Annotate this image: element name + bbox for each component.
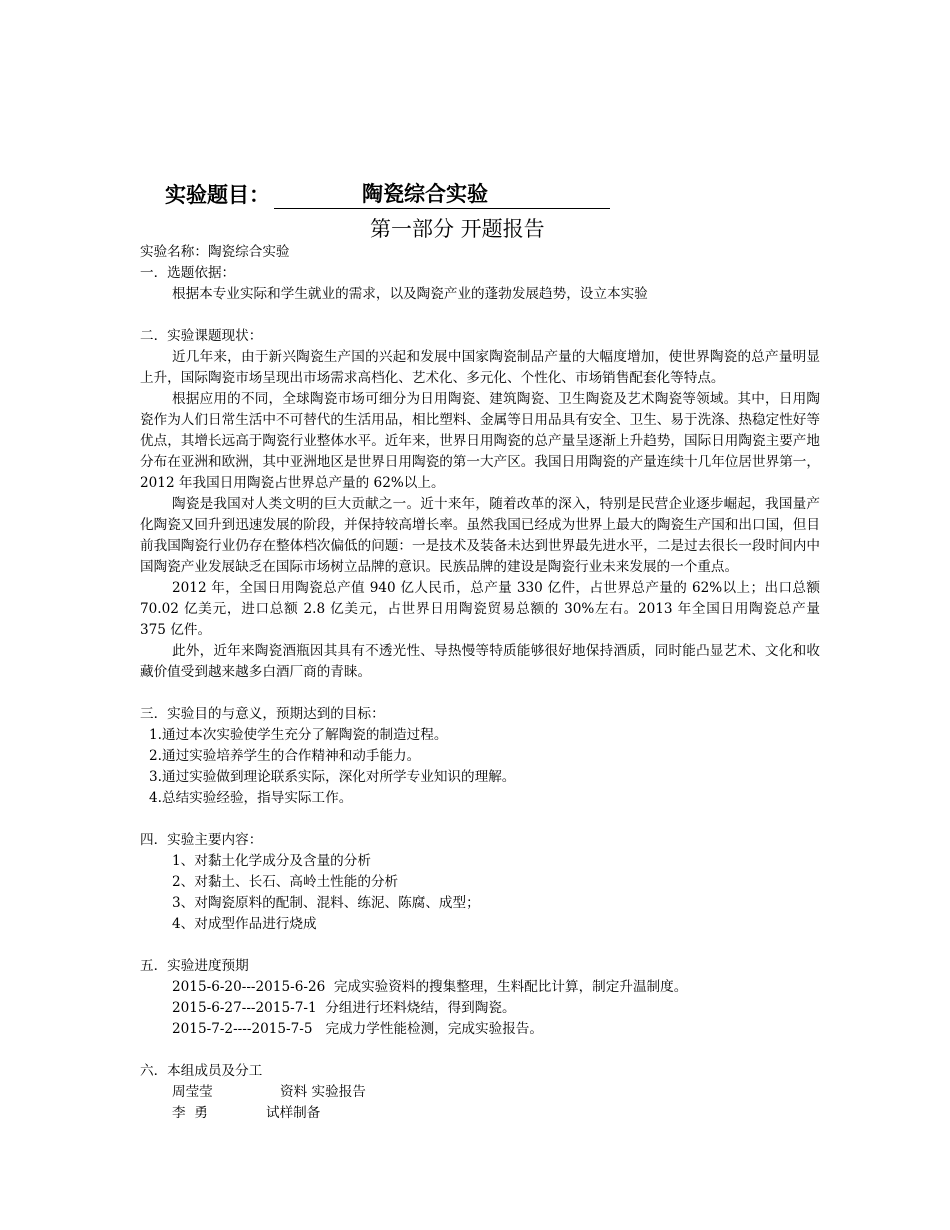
content-item: 3、对陶瓷原料的配制、混料、练泥、陈腐、成型；: [172, 895, 480, 911]
schedule-item: [140, 1019, 820, 1040]
schedule-date: 2015-7-2----2015-7-5: [172, 1021, 313, 1037]
member-role: 试样制备: [266, 1105, 321, 1121]
schedule-task: 分组进行坯料烧结，得到陶瓷。: [325, 1000, 516, 1016]
section-2-paragraph: 此外，近年来陶瓷酒瓶因其具有不透光性、导热慢等特质能够很好地保持酒质，同时能凸显艺术、文化和收藏价值受到越来越多白酒厂商的青睐。: [140, 643, 820, 680]
section-2-heading: 二．实验课题现状：: [140, 328, 263, 344]
member-name: 李 勇: [172, 1105, 208, 1121]
schedule-date: 2015-6-27---2015-7-1: [172, 1000, 317, 1016]
report-body: [140, 242, 820, 1124]
goal-item: 2.通过实验培养学生的合作精神和动手能力。: [149, 748, 421, 764]
part-one-subtitle: 第一部分 开题报告: [370, 217, 545, 241]
section-2-paragraph: 近几年来，由于新兴陶瓷生产国的兴起和发展中国家陶瓷制品产量的大幅度增加，使世界陶瓷的总产量明显上升，国际陶瓷市场呈现出市场需求高档化、艺术化、多元化、个性化、市场销售配套化等特点。: [140, 349, 820, 386]
section-3-heading: 三．实验目的与意义，预期达到的目标：: [140, 706, 385, 722]
section-1-text: 根据本专业实际和学生就业的需求，以及陶瓷产业的蓬勃发展趋势，设立本实验: [172, 286, 648, 302]
experiment-name: 实验名称：陶瓷综合实验: [140, 244, 290, 260]
title-label: 实验题目：: [165, 183, 270, 207]
section-5-heading: 五．实验进度预期: [140, 958, 249, 974]
member-row: [140, 1082, 820, 1103]
goal-item: 4.总结实验经验，指导实际工作。: [149, 790, 353, 806]
member-role: 资料 实验报告: [280, 1084, 366, 1100]
schedule-item: [140, 998, 820, 1019]
goal-item: 3.通过实验做到理论联系实际，深化对所学专业知识的理解。: [149, 769, 516, 785]
experiment-title: [165, 178, 610, 209]
schedule-task: 完成实验资料的搜集整理，生料配比计算，制定升温制度。: [333, 979, 688, 995]
section-1-heading: 一．选题依据：: [140, 265, 236, 281]
section-6-heading: 六．本组成员及分工: [140, 1063, 263, 1079]
content-item: 1、对黏土化学成分及含量的分析: [172, 853, 371, 869]
member-row: [140, 1103, 820, 1124]
schedule-item: [140, 977, 820, 998]
section-4-heading: 四．实验主要内容：: [140, 832, 263, 848]
content-item: 4、对成型作品进行烧成: [172, 916, 317, 932]
section-2-paragraph: 2012 年，全国日用陶瓷总产值 940 亿人民币，总产量 330 亿件，占世界总产量的 62%以上；出口总额 70.02 亿美元，进口总额 2.8 亿美元，占世界日用陶瓷贸易总额的 30%左右。2013 年全国日用陶瓷总产量 375 亿件。: [140, 580, 820, 638]
content-item: 2、对黏土、长石、高岭土性能的分析: [172, 874, 399, 890]
section-2-paragraph: 根据应用的不同，全球陶瓷市场可细分为日用陶瓷、建筑陶瓷、卫生陶瓷及艺术陶瓷等领域。其中，日用陶瓷作为人们日常生活中不可替代的生活用品，相比塑料、金属等日用品具有安全、卫生、易于洗涤、热稳定性好等优点，其增长远高于陶瓷行业整体水平。近年来，世界日用陶瓷的总产量呈逐渐上升趋势，国际日用陶瓷主要产地分布在亚洲和欧洲，其中亚洲地区是世界日用陶瓷的第一大产区。我国日用陶瓷的产量连续十几年位居世界第一，2012 年我国日用陶瓷占世界总产量的 62%以上。: [140, 391, 820, 491]
goal-item: 1.通过本次实验使学生充分了解陶瓷的制造过程。: [149, 727, 448, 743]
section-2-paragraph: 陶瓷是我国对人类文明的巨大贡献之一。近十来年，随着改革的深入，特别是民营企业逐步崛起，我国量产化陶瓷又回升到迅速发展的阶段，并保持较高增长率。虽然我国已经成为世界上最大的陶瓷生产国和出口国，但目前我国陶瓷行业仍存在整体档次偏低的问题：一是技术及装备未达到世界最先进水平，二是过去很长一段时间内中国陶瓷产业发展缺乏在国际市场树立品牌的意识。民族品牌的建设是陶瓷行业未来发展的一个重点。: [140, 496, 820, 575]
schedule-date: 2015-6-20---2015-6-26: [172, 979, 326, 995]
title-value: 陶瓷综合实验: [274, 178, 610, 209]
schedule-task: 完成力学性能检测，完成实验报告。: [325, 1021, 543, 1037]
member-name: 周莹莹: [172, 1084, 213, 1100]
